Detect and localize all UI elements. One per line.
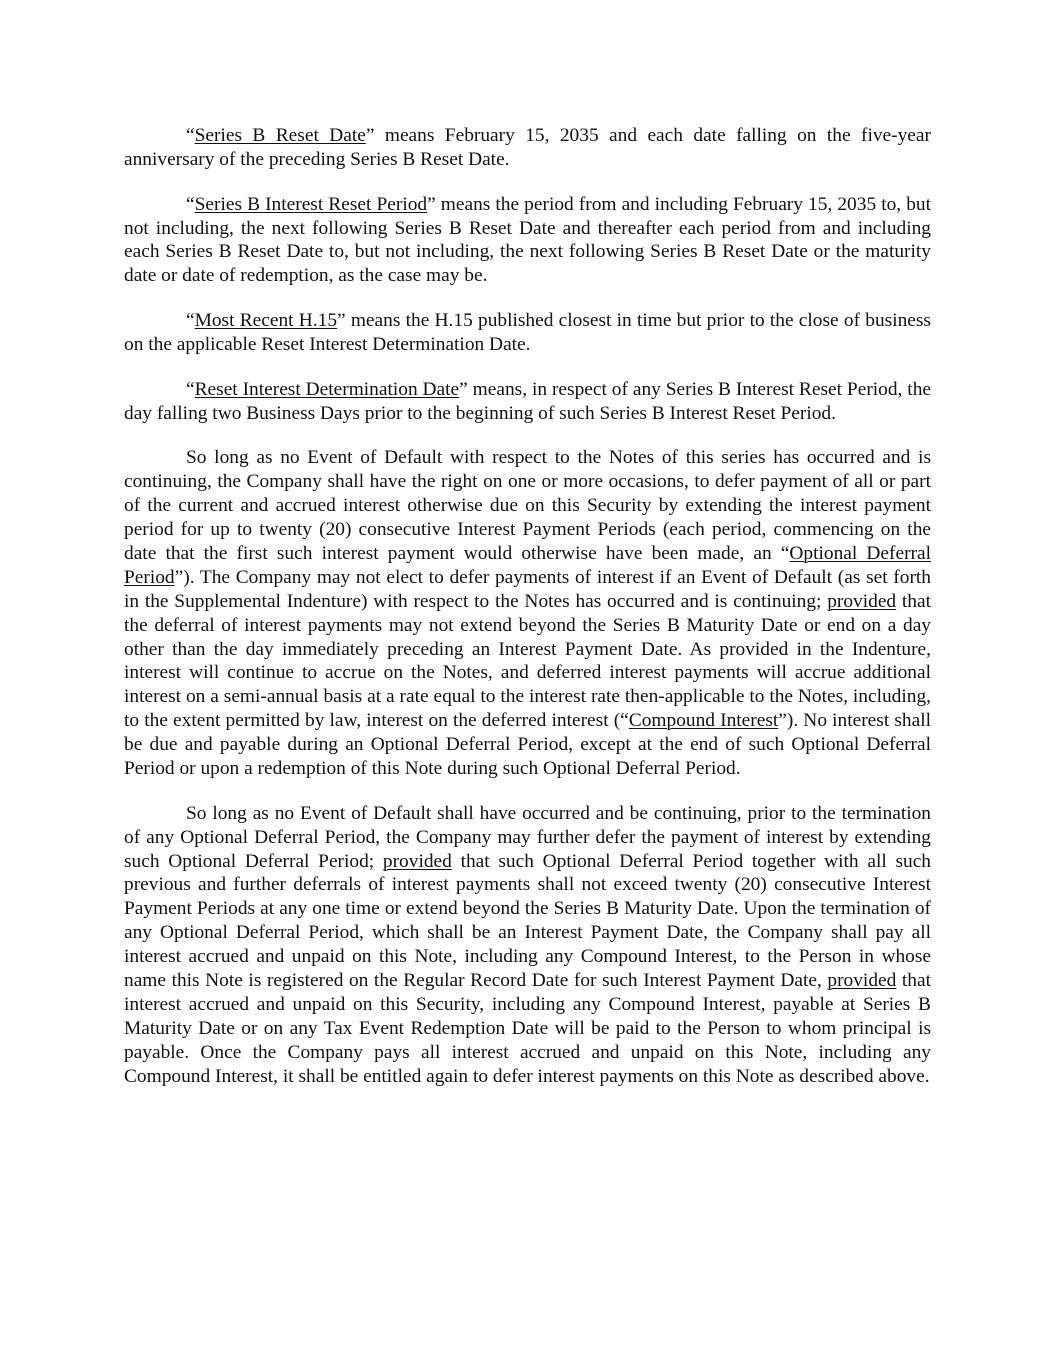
text-run: that such Optional Deferral Period together with all such previous and further deferrals of interest payments shall not exceed twenty (20) consecutive Interest Payment Periods at any one time or extend beyond the Series B Maturity Date. Upon the termination of any Optional Deferral Period, which shall be an Interest Payment Date, the Company shall pay all interest accrued and unpaid on this Note, including any Compound Interest, to the Person in whose name this Note is registered on the Regular Record Date for such Interest Payment Date,	[124, 850, 931, 992]
text-run: ” means February 15, 2035 and each date falling on the five-year anniversary of the preceding Series B Reset Date.	[124, 125, 931, 170]
defined-term: Compound Interest	[628, 710, 779, 732]
text-run: ”). No interest shall be due and payable during an Optional Deferral Period, except at the end of such Optional Deferral Period or upon a redemption of this Note during such Optional Deferral Period.	[124, 710, 931, 780]
text-run: ”). The Company may not elect to defer payments of interest if an Event of Default (as set forth in the Supplemental Indenture) with respect to the Notes has occurred and is continuing;	[124, 566, 931, 612]
defined-term: Series B Interest Reset Period	[194, 193, 428, 215]
text-run: So long as no Event of Default with respect to the Notes of this series has occurred and is continuing, the Company shall have the right on one or more occasions, to defer payment of all or part of the current and accrued interest otherwise due on this Security by extending the interest payment period for up to twenty (20) consecutive Interest Payment Periods (each period, commencing on the date that the first such interest payment would otherwise have been made, an “	[124, 447, 931, 564]
definition-series-b-interest-reset-period	[124, 193, 931, 289]
proviso-term: provided	[382, 850, 452, 872]
text-run: So long as no Event of Default shall have occurred and be continuing, prior to the termination of any Optional Deferral Period, the Company may further defer the payment of interest by extending such Optional Deferral Period;	[124, 802, 931, 872]
proviso-term: provided	[827, 970, 897, 992]
definition-most-recent-h15	[124, 309, 931, 357]
text-run: “	[186, 378, 195, 400]
text-run: “	[186, 310, 195, 332]
text-run: that interest accrued and unpaid on this Security, including any Compound Interest, payable at Series B Maturity Date or on any Tax Event Redemption Date will be paid to the Person to whom principal is payable. Once the Company pays all interest accrued and unpaid on this Note, including any Compound Interest, it shall be entitled again to defer interest payments on this Note as described above.	[124, 970, 931, 1087]
text-run: “	[186, 125, 195, 146]
text-run: ” means the H.15 published closest in time but prior to the close of business on the applicable Reset Interest Determination Date.	[124, 310, 931, 355]
defined-term: Reset Interest Determination Date	[194, 378, 460, 400]
definition-reset-interest-determination-date	[124, 378, 931, 426]
definition-series-b-reset-date	[124, 124, 931, 172]
defined-term: Most Recent H.15	[194, 310, 338, 332]
defined-term: Optional Deferral Period	[124, 542, 931, 588]
defined-term: Series B Reset Date	[194, 125, 366, 146]
document-page	[124, 124, 931, 1109]
text-run: ” means the period from and including February 15, 2035 to, but not including, the next following Series B Reset Date and thereafter each period from and including each Series B Reset Date to, but not including, the next following Series B Reset Date or the maturity date or date of redemption, as the case may be.	[124, 193, 932, 287]
text-run: “	[186, 193, 195, 215]
paragraph-optional-deferral	[124, 446, 931, 781]
paragraph-further-deferral	[124, 802, 931, 1089]
proviso-term: provided	[827, 590, 897, 612]
text-run: ” means, in respect of any Series B Interest Reset Period, the day falling two Business Days prior to the beginning of such Series B Interest Reset Period.	[124, 378, 931, 424]
text-run: that the deferral of interest payments may not extend beyond the Series B Maturity Date or end on a day other than the day immediately preceding an Interest Payment Date. As provided in the Indenture, interest will continue to accrue on the Notes, and deferred interest payments will accrue additional interest on a semi-annual basis at a rate equal to the interest rate then-applicable to the Notes, including, to the extent permitted by law, interest on the deferred interest (“	[124, 590, 931, 732]
